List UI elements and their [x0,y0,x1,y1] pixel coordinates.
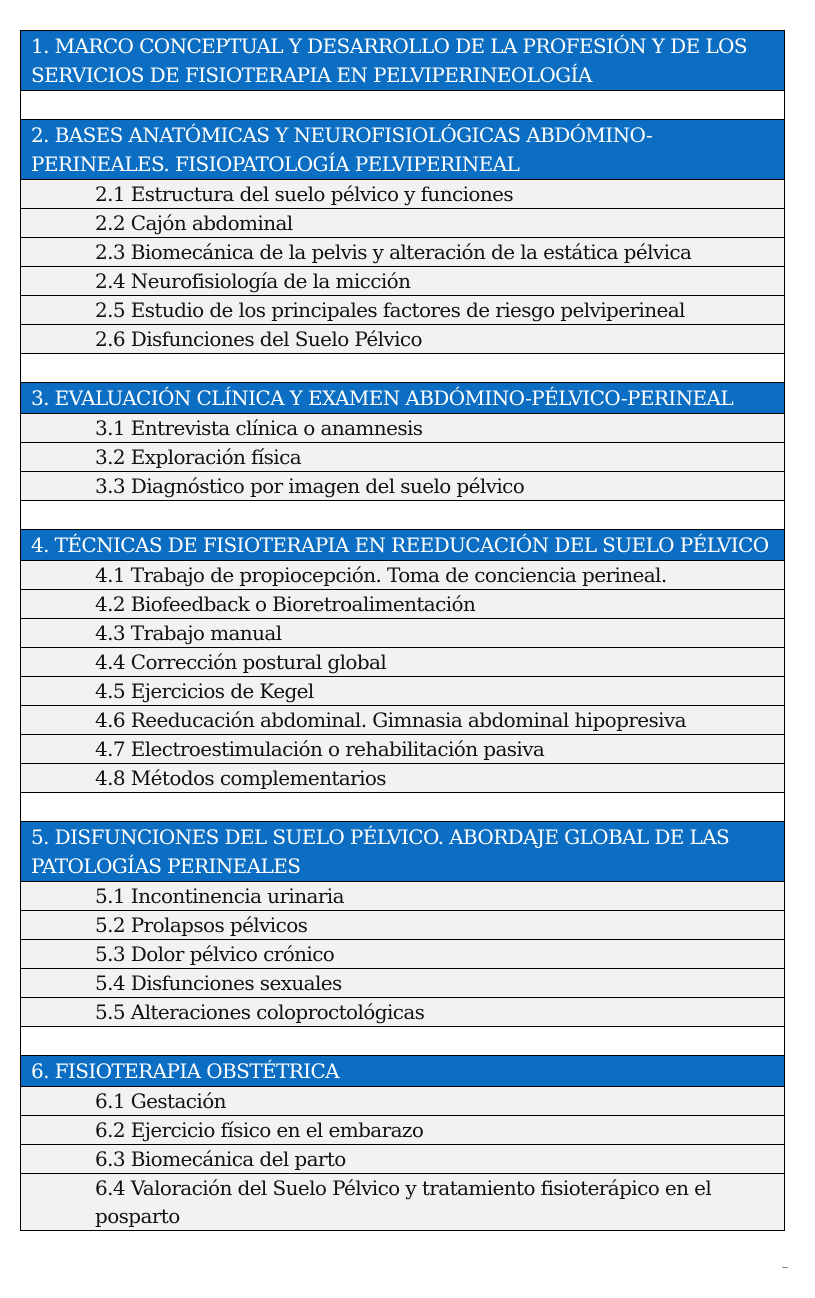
spacer-row [21,501,784,530]
section-header: 1. MARCO CONCEPTUAL Y DESARROLLO DE LA PROFESIÓN Y DE LOS SERVICIOS DE FISIOTERAPIA EN PELVIPERINEOLOGÍA [21,31,784,91]
section-item: 4.1 Trabajo de propiocepción. Toma de conciencia perineal. [21,561,784,590]
section-item: 5.4 Disfunciones sexuales [21,969,784,998]
section-item: 4.2 Biofeedback o Bioretroalimentación [21,590,784,619]
section-item: 2.4 Neurofisiología de la micción [21,267,784,296]
section-item: 3.1 Entrevista clínica o anamnesis [21,414,784,443]
section-header: 5. DISFUNCIONES DEL SUELO PÉLVICO. ABORDAJE GLOBAL DE LAS PATOLOGÍAS PERINEALES [21,822,784,882]
section-item: 6.3 Biomecánica del parto [21,1145,784,1174]
section-item: 2.6 Disfunciones del Suelo Pélvico [21,325,784,354]
spacer-row [21,793,784,822]
section-header: 6. FISIOTERAPIA OBSTÉTRICA [21,1056,784,1087]
section-item: 4.6 Reeducación abdominal. Gimnasia abdominal hipopresiva [21,706,784,735]
section-item: 4.5 Ejercicios de Kegel [21,677,784,706]
spacer-row [21,354,784,383]
section-item: 2.5 Estudio de los principales factores de riesgo pelviperineal [21,296,784,325]
section-header: 2. BASES ANATÓMICAS Y NEUROFISIOLÓGICAS ABDÓMINO-PERINEALES. FISIOPATOLOGÍA PELVIPERINEAL [21,120,784,180]
section-header: 4. TÉCNICAS DE FISIOTERAPIA EN REEDUCACIÓN DEL SUELO PÉLVICO [21,530,784,561]
section-item: 5.1 Incontinencia urinaria [21,882,784,911]
spacer-row [21,91,784,120]
section-item: 3.3 Diagnóstico por imagen del suelo pélvico [21,472,784,501]
section-header: 3. EVALUACIÓN CLÍNICA Y EXAMEN ABDÓMINO-PÉLVICO-PERINEAL [21,383,784,414]
section-item: 6.4 Valoración del Suelo Pélvico y tratamiento fisioterápico en el posparto [21,1174,784,1231]
section-item: 4.3 Trabajo manual [21,619,784,648]
page-corner-mark [782,1267,788,1268]
section-item: 5.5 Alteraciones coloproctológicas [21,998,784,1027]
section-item: 5.2 Prolapsos pélvicos [21,911,784,940]
section-item: 4.8 Métodos complementarios [21,764,784,793]
section-item: 2.2 Cajón abdominal [21,209,784,238]
section-item: 2.1 Estructura del suelo pélvico y funciones [21,180,784,209]
section-item: 6.1 Gestación [21,1087,784,1116]
section-item: 6.2 Ejercicio físico en el embarazo [21,1116,784,1145]
section-item: 3.2 Exploración física [21,443,784,472]
spacer-row [21,1027,784,1056]
section-item: 4.4 Corrección postural global [21,648,784,677]
section-item: 4.7 Electroestimulación o rehabilitación pasiva [21,735,784,764]
section-item: 5.3 Dolor pélvico crónico [21,940,784,969]
syllabus-table [20,30,785,1231]
section-item: 2.3 Biomecánica de la pelvis y alteración de la estática pélvica [21,238,784,267]
